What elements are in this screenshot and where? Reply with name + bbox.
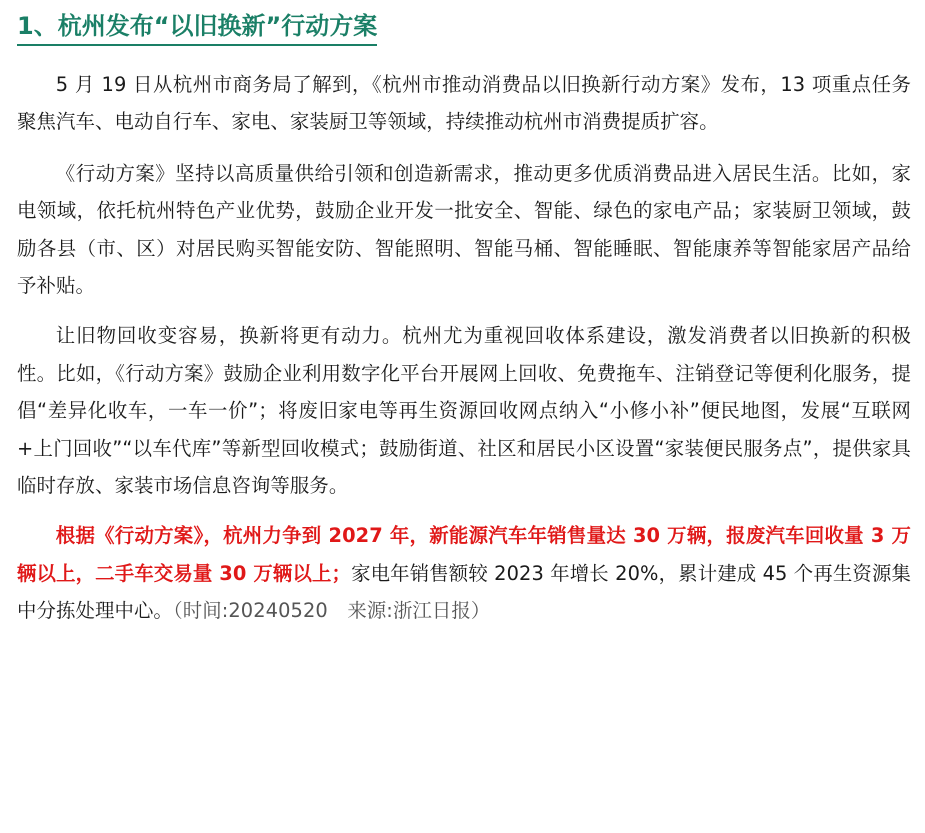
paragraph-1: 5 月 19 日从杭州市商务局了解到，《杭州市推动消费品以旧换新行动方案》发布，13 项重点任务聚焦汽车、电动自行车、家电、家装厨卫等领域，持续推动杭州市消费提质扩容。 [17,73,911,134]
paragraph-4-text: 家电年销售额较 2023 年增长 20%，累计建成 45 个再生资源集中分拣处理中心。 [17,561,911,623]
paragraph-3: 让旧物回收变容易，换新将更有动力。杭州尤为重视回收体系建设，激发消费者以旧换新的积极性。比如，《行动方案》鼓励企业利用数字化平台开展网上回收、免费拖车、注销登记等便利化服务，提倡“差异化收车，一车一价”；将废旧家电等再生资源回收网点纳入“小修小补”便民地图，发展“互联网+上门回收”“以车代库”等新型回收模式；鼓励街道、社区和居民小区设置“家装便民服务点”，提供家具临时存放、家装市场信息咨询等服务。 [17,324,911,498]
paragraph-2: 《行动方案》坚持以高质量供给引领和创造新需求，推动更多优质消费品进入居民生活。比如，家电领域，依托杭州特色产业优势，鼓励企业开发一批安全、智能、绿色的家电产品；家装厨卫领域，鼓励各县（市、区）对居民购买智能安防、智能照明、智能马桶、智能睡眠、智能康养等智能家居产品给予补贴。 [17,161,911,298]
source-note: （时间:20240520 来源:浙江日报） [172,599,491,623]
paragraph-4 [17,517,911,629]
article-title: 1、杭州发布“以旧换新”行动方案 [17,9,377,46]
highlight-text: 根据《行动方案》，杭州力争到 2027 年，新能源汽车年销售量达 30 万辆，报废汽车回收量 3 万辆以上，二手车交易量 30 万辆以上； [17,524,911,585]
